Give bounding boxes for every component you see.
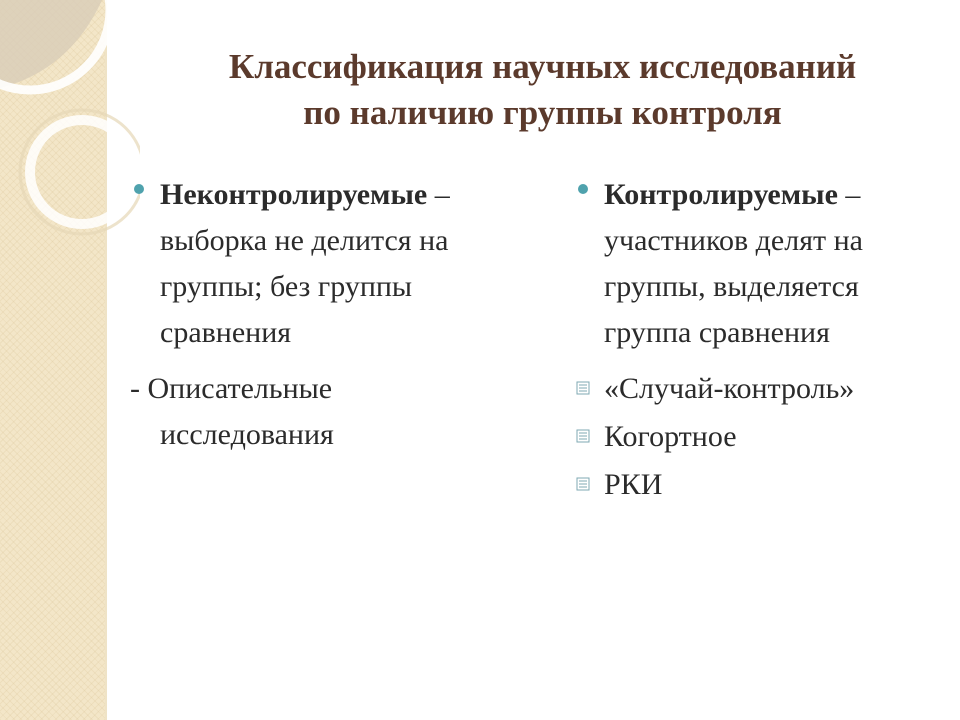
uncontrolled-desc-line-3: сравнения [160, 316, 292, 349]
list-lines-icon [576, 429, 590, 443]
controlled-desc-line-1: участников делят на [604, 224, 863, 257]
subitem-rct [574, 462, 954, 508]
uncontrolled-dash: – [427, 178, 450, 211]
descriptive-studies-item [130, 366, 530, 458]
slide-title-line-1: Классификация научных исследований [228, 47, 857, 86]
controlled-desc-line-2: группы, выделяется [604, 270, 859, 303]
subitem-case-control-label: «Случай-контроль» [604, 372, 855, 405]
subitem-case-control [574, 366, 954, 412]
subitem-cohort [574, 414, 954, 460]
uncontrolled-term: Неконтролируемые [160, 178, 428, 211]
controlled-desc-line-3: группа сравнения [604, 316, 830, 349]
list-lines-icon [576, 477, 590, 491]
descriptive-studies-line-1: - Описательные [130, 372, 333, 405]
uncontrolled-item [130, 172, 530, 356]
uncontrolled-desc-line-2: группы; без группы [160, 270, 413, 303]
subitem-cohort-label: Когортное [604, 420, 737, 453]
slide-title [135, 44, 950, 136]
slide-title-line-2: по наличию группы контроля [303, 93, 782, 132]
left-column [130, 172, 530, 458]
subitem-rct-label: РКИ [604, 468, 663, 501]
controlled-dash: – [837, 178, 861, 211]
teal-dot-bullet-icon [578, 184, 588, 194]
list-lines-icon [576, 381, 590, 395]
decorative-circles-icon [0, 0, 140, 260]
right-column [574, 172, 954, 510]
teal-dot-bullet-icon [134, 184, 144, 194]
controlled-term: Контролируемые [604, 178, 838, 211]
descriptive-studies-line-2: исследования [160, 418, 334, 451]
uncontrolled-desc-line-1: выборка не делится на [160, 224, 449, 257]
controlled-item [574, 172, 954, 356]
